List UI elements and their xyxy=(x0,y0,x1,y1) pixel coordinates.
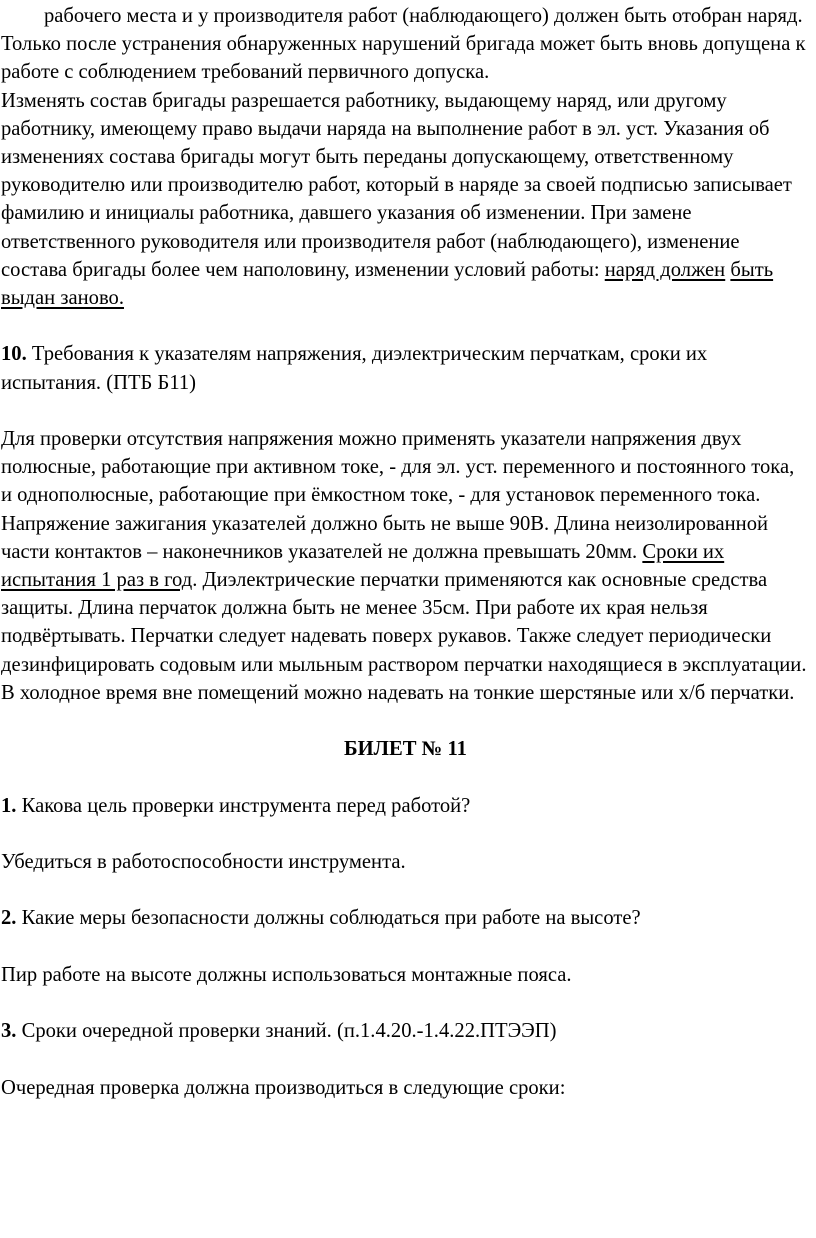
answer-1: Убедиться в работоспособности инструмента. xyxy=(1,851,406,874)
question-2 xyxy=(1,904,810,932)
answer-3: Очередная проверка должна производиться в следующие сроки: xyxy=(1,1076,566,1099)
paragraph-text: Изменять состав бригады разрешается работнику, выдающему наряд, или другому работнику, имеющему право выдачи наряда на выполнение работ в эл. уст. Указания об изменениях состава бригады могут быть переданы допускающему, ответственному руководителю или производителю работ, который в наряде за своей подписью записывает фамилию и инициалы работника, давшего указания об изменении. При замене ответственного руководителя или производителя работ (наблюдающего), изменение состава бригады более чем наполовину, изменении условий работы: xyxy=(1,89,792,281)
blank-line xyxy=(1,1045,810,1073)
paragraph-text: рабочего места и у производителя работ (наблюдающего) должен быть отобран наряд. Только после устранения обнаруженных нарушений бригада может быть вновь допущена к работе с соблюдением требований первичного допуска. xyxy=(1,5,806,84)
ticket-title: БИЛЕТ № 11 xyxy=(344,738,467,761)
blank-line xyxy=(1,763,810,791)
underlined-phrase: быть выдан заново. xyxy=(1,258,774,310)
blank-line xyxy=(1,876,810,904)
question-number: 3. xyxy=(1,1020,17,1043)
question-number: 2. xyxy=(1,907,17,930)
blank-line xyxy=(1,820,810,848)
underlined-phrase: наряд должен xyxy=(604,258,726,281)
question-3 xyxy=(1,1017,810,1045)
paragraph-text: Напряжение зажигания указателей должно быть не выше 90В. Длина неизолированной части контактов – наконечников указателей не должна превышать 20мм. xyxy=(1,512,769,563)
blank-line xyxy=(1,989,810,1017)
answer-10-gloves xyxy=(1,510,810,707)
question-text: Какие меры безопасности должны соблюдаться при работе на высоте? xyxy=(16,907,641,930)
blank-line xyxy=(1,312,810,340)
paragraph-permit-revoke xyxy=(1,2,810,87)
question-text: Какова цель проверки инструмента перед работой? xyxy=(16,794,471,817)
paragraph-text: . Диэлектрические перчатки применяются как основные средства защиты. Длина перчаток должна быть не менее 35см. При работе их края нельзя подвёртывать. Перчатки следует надевать поверх рукавов. Также следует периодически дезинфицировать содовым или мыльным раствором перчатки находящиеся в эксплуатации. В холодное время вне помещений можно надевать на тонкие шерстяные или х/б перчатки. xyxy=(1,569,807,704)
question-number: 1. xyxy=(1,794,17,817)
blank-line xyxy=(1,397,810,425)
question-text: Сроки очередной проверки знаний. (п.1.4.20.-1.4.22.ПТЭЭП) xyxy=(16,1020,557,1043)
answer-10-indicators xyxy=(1,425,810,510)
paragraph-crew-change xyxy=(1,87,810,313)
question-1 xyxy=(1,792,810,820)
blank-line xyxy=(1,707,810,735)
question-text: Требования к указателям напряжения, диэлектрическим перчаткам, сроки их испытания. (ПТБ Б11) xyxy=(1,343,708,394)
paragraph-text: Для проверки отсутствия напряжения можно применять указатели напряжения двух полюсные, работающие при активном токе, - для эл. уст. переменного и постоянного тока, и однополюсные, работающие при ёмкостном токе, - для установок переменного тока. xyxy=(1,428,795,507)
underlined-phrase: Сроки их испытания 1 раз в год xyxy=(1,540,725,592)
blank-line xyxy=(1,933,810,961)
question-10 xyxy=(1,340,810,396)
answer-2: Пир работе на высоте должны использоваться монтажные пояса. xyxy=(1,963,572,986)
question-number: 10. xyxy=(1,343,27,366)
